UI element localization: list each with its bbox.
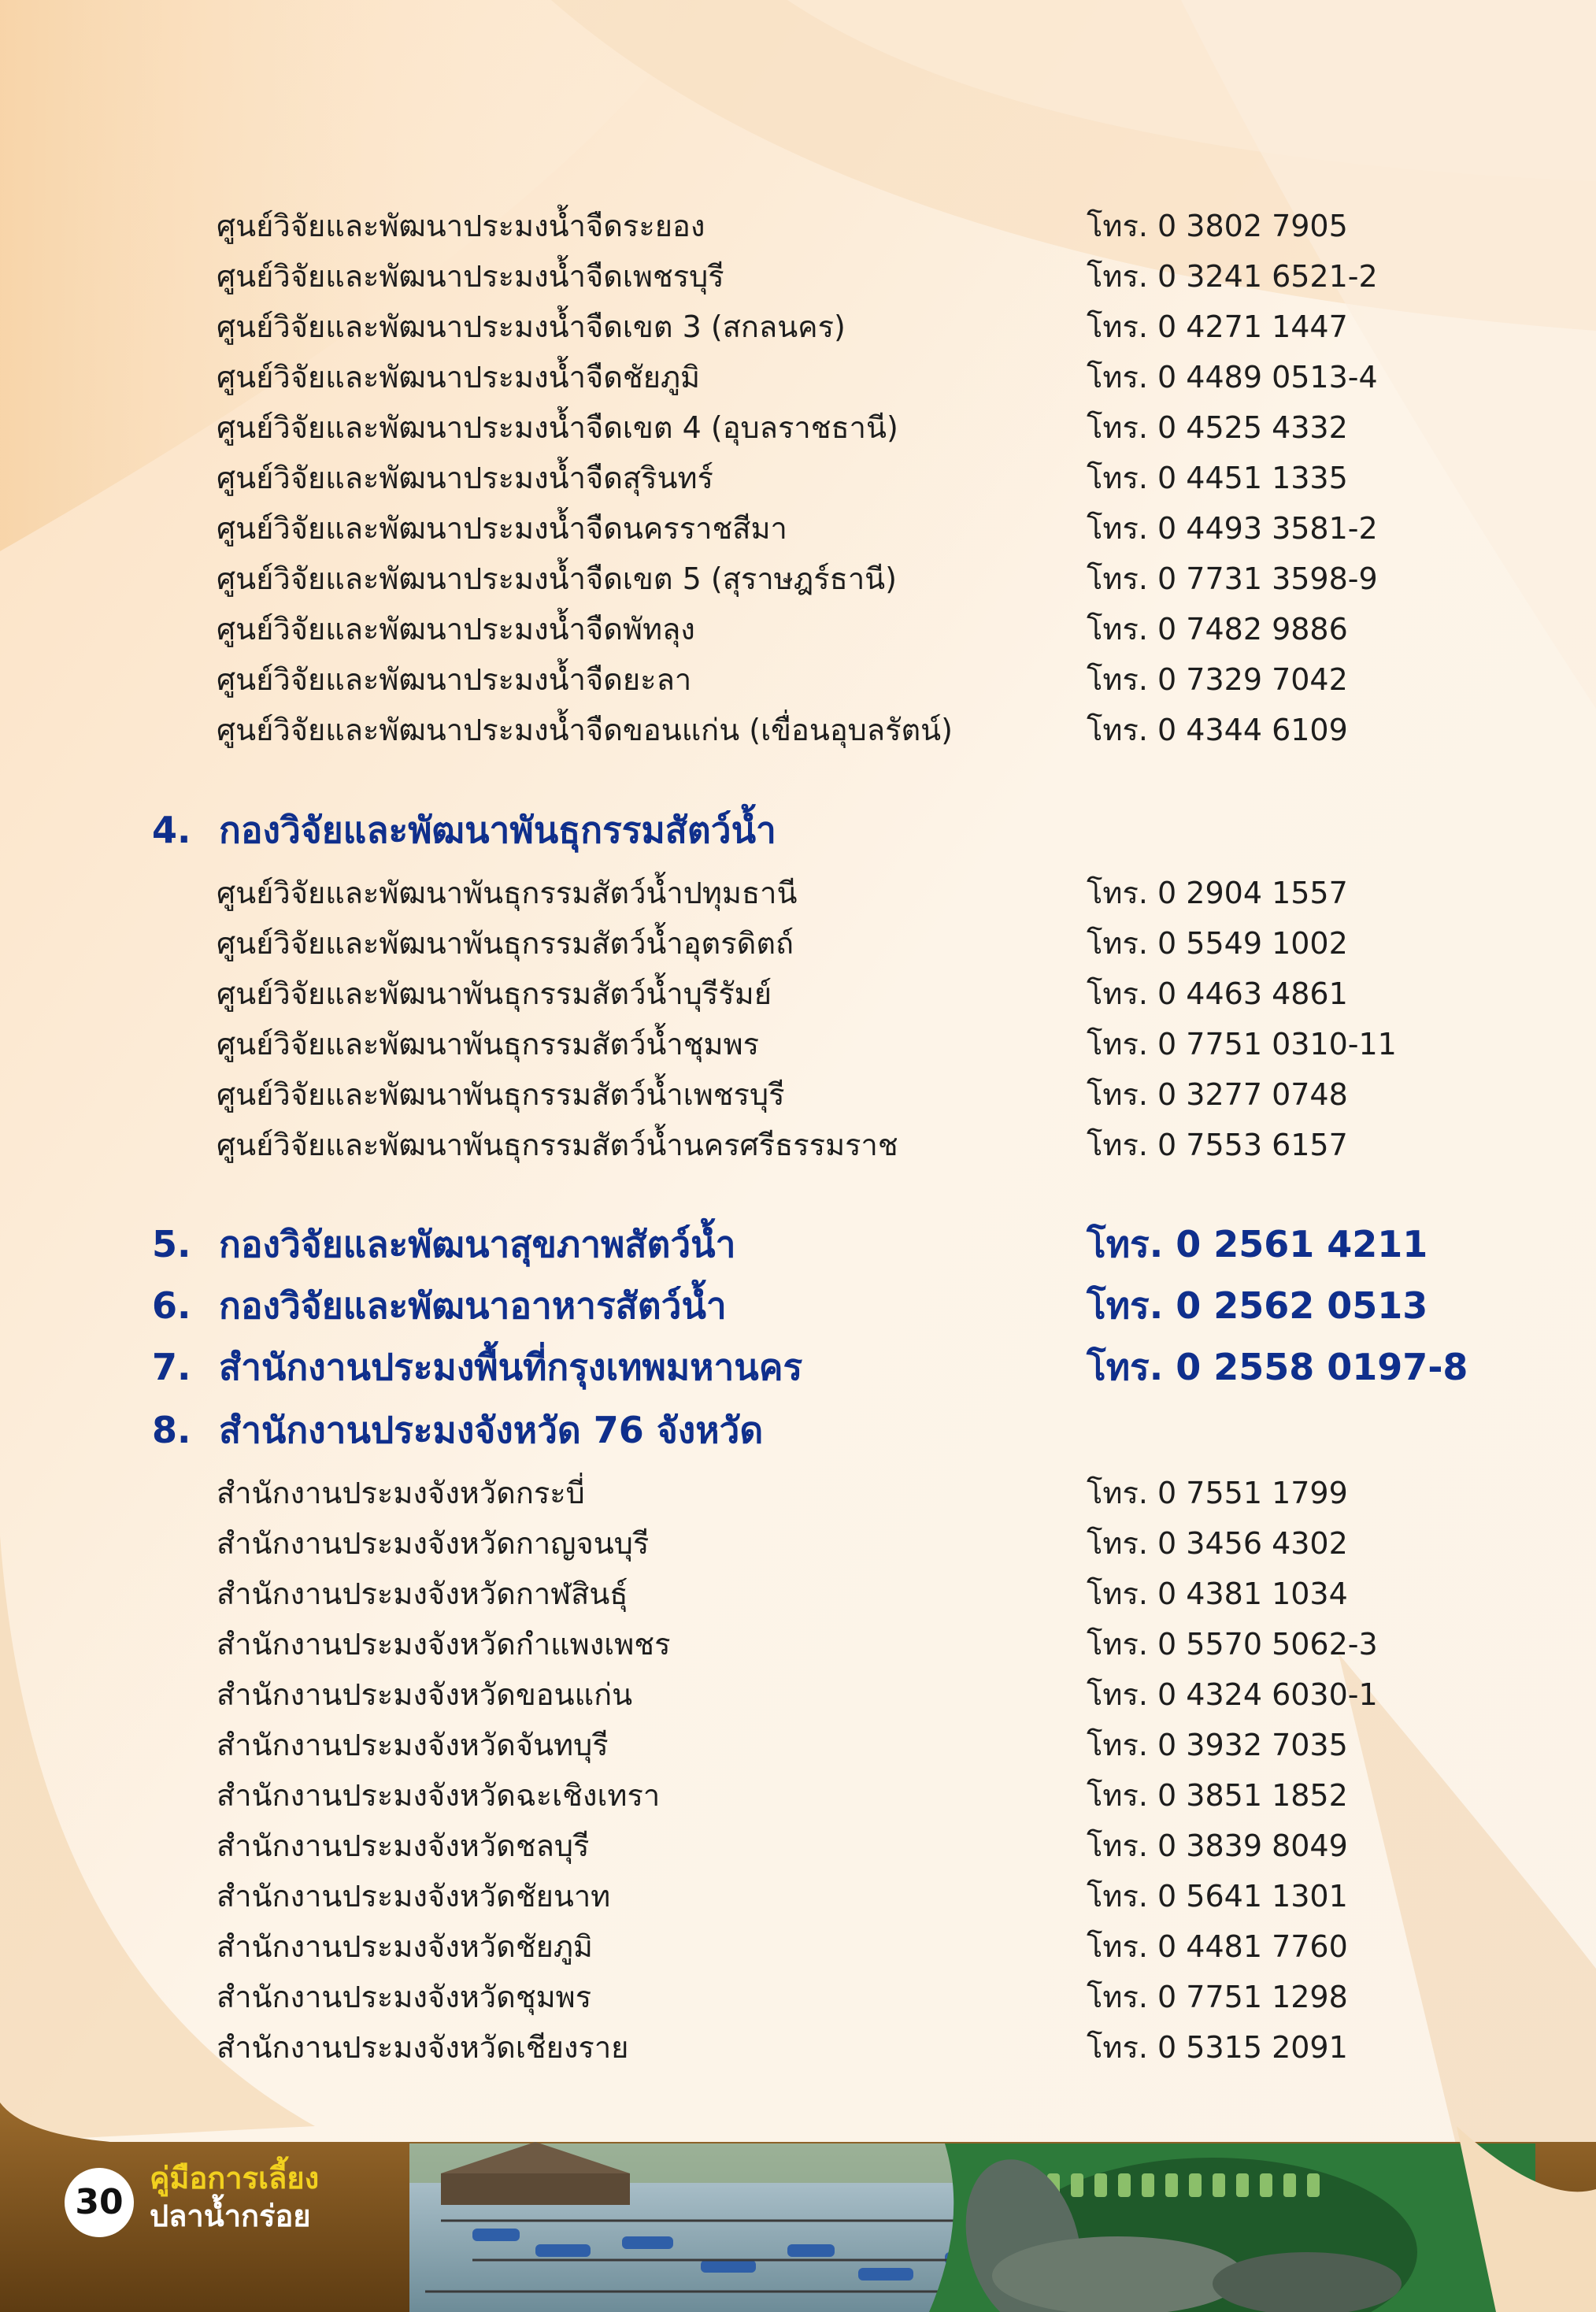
office-phone: โทร. 0 7751 1298	[1087, 1980, 1348, 2014]
list-item	[0, 506, 1596, 550]
list-item	[0, 1123, 1596, 1167]
office-phone: โทร. 0 3932 7035	[1087, 1728, 1348, 1762]
office-name: สำนักงานประมงจังหวัดชัยภูมิ	[217, 1929, 593, 1964]
office-phone: โทร. 0 7731 3598-9	[1087, 561, 1378, 596]
office-name: ศูนย์วิจัยและพัฒนาประมงน้ำจืดสุรินทร์	[217, 461, 713, 495]
office-name: ศูนย์วิจัยและพัฒนาประมงน้ำจืดยะลา	[217, 662, 692, 697]
section-heading	[0, 1217, 1596, 1272]
office-name: ศูนย์วิจัยและพัฒนาประมงน้ำจืดเขต 5 (สุราษฎร์ธานี)	[217, 561, 897, 596]
list-item	[0, 658, 1596, 702]
list-item	[0, 1521, 1596, 1565]
office-name: ศูนย์วิจัยและพัฒนาพันธุกรรมสัตว์น้ำนครศรีธรรมราช	[217, 1128, 898, 1162]
section-title: สำนักงานประมงจังหวัด 76 จังหวัด	[219, 1409, 764, 1451]
office-phone: โทร. 0 3802 7905	[1087, 209, 1348, 243]
list-item	[0, 1773, 1596, 1817]
list-item	[0, 1824, 1596, 1868]
office-name: สำนักงานประมงจังหวัดชลบุรี	[217, 1828, 590, 1863]
list-item	[0, 406, 1596, 450]
section-phone: โทร. 0 2558 0197-8	[1087, 1346, 1468, 1388]
section-number: 4.	[152, 809, 191, 851]
office-name: ศูนย์วิจัยและพัฒนาประมงน้ำจืดนครราชสีมา	[217, 511, 787, 546]
office-phone: โทร. 0 7551 1799	[1087, 1476, 1348, 1510]
list-item	[0, 456, 1596, 500]
section-phone: โทร. 0 2562 0513	[1087, 1284, 1428, 1327]
office-phone: โทร. 0 4463 4861	[1087, 976, 1348, 1011]
office-name: สำนักงานประมงจังหวัดฉะเชิงเทรา	[217, 1778, 661, 1813]
office-phone: โทร. 0 3277 0748	[1087, 1077, 1348, 1112]
list-item	[0, 204, 1596, 248]
list-item	[0, 355, 1596, 399]
section-heading	[0, 1402, 1596, 1458]
list-item	[0, 1925, 1596, 1969]
section-title: สำนักงานประมงพื้นที่กรุงเทพมหานคร	[219, 1346, 803, 1388]
office-phone: โทร. 0 4493 3581-2	[1087, 511, 1378, 546]
office-name: สำนักงานประมงจังหวัดขอนแก่น	[217, 1677, 633, 1712]
section-title: กองวิจัยและพัฒนาอาหารสัตว์น้ำ	[219, 1284, 727, 1327]
section-heading	[0, 1339, 1596, 1395]
list-item	[0, 2025, 1596, 2069]
section-number: 5.	[152, 1223, 191, 1265]
office-name: สำนักงานประมงจังหวัดชัยนาท	[217, 1879, 611, 1914]
section-number: 8.	[152, 1409, 191, 1451]
office-phone: โทร. 0 4324 6030-1	[1087, 1677, 1378, 1712]
list-item	[0, 708, 1596, 752]
book-title	[150, 2159, 319, 2235]
list-item	[0, 921, 1596, 965]
list-item	[0, 1975, 1596, 2019]
office-phone: โทร. 0 3241 6521-2	[1087, 259, 1378, 294]
office-phone: โทร. 0 3851 1852	[1087, 1778, 1348, 1813]
office-name: สำนักงานประมงจังหวัดจันทบุรี	[217, 1728, 609, 1762]
office-phone: โทร. 0 5315 2091	[1087, 2030, 1348, 2065]
office-phone: โทร. 0 7482 9886	[1087, 612, 1348, 647]
list-item	[0, 1471, 1596, 1515]
list-item	[0, 607, 1596, 651]
list-item	[0, 1622, 1596, 1666]
office-phone: โทร. 0 4271 1447	[1087, 309, 1348, 344]
section-number: 6.	[152, 1284, 191, 1327]
list-item	[0, 1723, 1596, 1767]
office-phone: โทร. 0 4381 1034	[1087, 1577, 1348, 1611]
office-name: สำนักงานประมงจังหวัดกำแพงเพชร	[217, 1627, 671, 1662]
office-name: ศูนย์วิจัยและพัฒนาพันธุกรรมสัตว์น้ำปทุมธานี	[217, 876, 798, 910]
office-phone: โทร. 0 5549 1002	[1087, 926, 1348, 961]
list-item	[0, 305, 1596, 349]
list-item	[0, 972, 1596, 1016]
office-name: ศูนย์วิจัยและพัฒนาประมงน้ำจืดเพชรบุรี	[217, 259, 724, 294]
office-name: สำนักงานประมงจังหวัดเชียงราย	[217, 2030, 629, 2065]
office-name: ศูนย์วิจัยและพัฒนาพันธุกรรมสัตว์น้ำอุตรดิตถ์	[217, 926, 794, 961]
office-name: ศูนย์วิจัยและพัฒนาพันธุกรรมสัตว์น้ำชุมพร	[217, 1027, 760, 1062]
section-heading	[0, 1278, 1596, 1333]
office-phone: โทร. 0 3456 4302	[1087, 1526, 1348, 1561]
office-name: ศูนย์วิจัยและพัฒนาประมงน้ำจืดพัทลุง	[217, 612, 695, 647]
office-phone: โทร. 0 4489 0513-4	[1087, 360, 1378, 395]
office-name: ศูนย์วิจัยและพัฒนาพันธุกรรมสัตว์น้ำเพชรบุรี	[217, 1077, 785, 1112]
list-item	[0, 1073, 1596, 1117]
office-phone: โทร. 0 4451 1335	[1087, 461, 1348, 495]
office-phone: โทร. 0 5570 5062-3	[1087, 1627, 1378, 1662]
office-phone: โทร. 0 4481 7760	[1087, 1929, 1348, 1964]
office-name: ศูนย์วิจัยและพัฒนาประมงน้ำจืดชัยภูมิ	[217, 360, 701, 395]
office-name: สำนักงานประมงจังหวัดกระบี่	[217, 1476, 585, 1510]
list-item	[0, 1874, 1596, 1918]
office-phone: โทร. 0 7553 6157	[1087, 1128, 1348, 1162]
section-phone: โทร. 0 2561 4211	[1087, 1223, 1428, 1265]
list-item	[0, 1022, 1596, 1066]
office-phone: โทร. 0 7329 7042	[1087, 662, 1348, 697]
office-name: ศูนย์วิจัยและพัฒนาประมงน้ำจืดระยอง	[217, 209, 705, 243]
office-name: ศูนย์วิจัยและพัฒนาประมงน้ำจืดเขต 4 (อุบลราชธานี)	[217, 410, 898, 445]
section-title: กองวิจัยและพัฒนาพันธุกรรมสัตว์น้ำ	[219, 809, 776, 851]
list-item	[0, 1673, 1596, 1717]
office-name: ศูนย์วิจัยและพัฒนาพันธุกรรมสัตว์น้ำบุรีรัมย์	[217, 976, 772, 1011]
office-phone: โทร. 0 7751 0310-11	[1087, 1027, 1397, 1062]
section-heading	[0, 802, 1596, 858]
book-title-line2: ปลาน้ำกร่อย	[150, 2199, 311, 2233]
office-name: สำนักงานประมงจังหวัดกาญจนบุรี	[217, 1526, 650, 1561]
office-name: ศูนย์วิจัยและพัฒนาประมงน้ำจืดขอนแก่น (เขื่อนอุบลรัตน์)	[217, 713, 953, 747]
office-phone: โทร. 0 4525 4332	[1087, 410, 1348, 445]
office-phone: โทร. 0 5641 1301	[1087, 1879, 1348, 1914]
list-item	[0, 871, 1596, 915]
section-number: 7.	[152, 1346, 191, 1388]
office-phone: โทร. 0 2904 1557	[1087, 876, 1348, 910]
office-name: ศูนย์วิจัยและพัฒนาประมงน้ำจืดเขต 3 (สกลนคร)	[217, 309, 846, 344]
office-name: สำนักงานประมงจังหวัดกาฬสินธุ์	[217, 1577, 628, 1611]
page-number: 30	[65, 2168, 134, 2237]
list-item	[0, 254, 1596, 298]
section-title: กองวิจัยและพัฒนาสุขภาพสัตว์น้ำ	[219, 1223, 736, 1265]
office-phone: โทร. 0 4344 6109	[1087, 713, 1348, 747]
office-name: สำนักงานประมงจังหวัดชุมพร	[217, 1980, 592, 2014]
list-item	[0, 1572, 1596, 1616]
book-title-line1: คู่มือการเลี้ยง	[150, 2161, 320, 2195]
office-phone: โทร. 0 3839 8049	[1087, 1828, 1348, 1863]
list-item	[0, 557, 1596, 601]
